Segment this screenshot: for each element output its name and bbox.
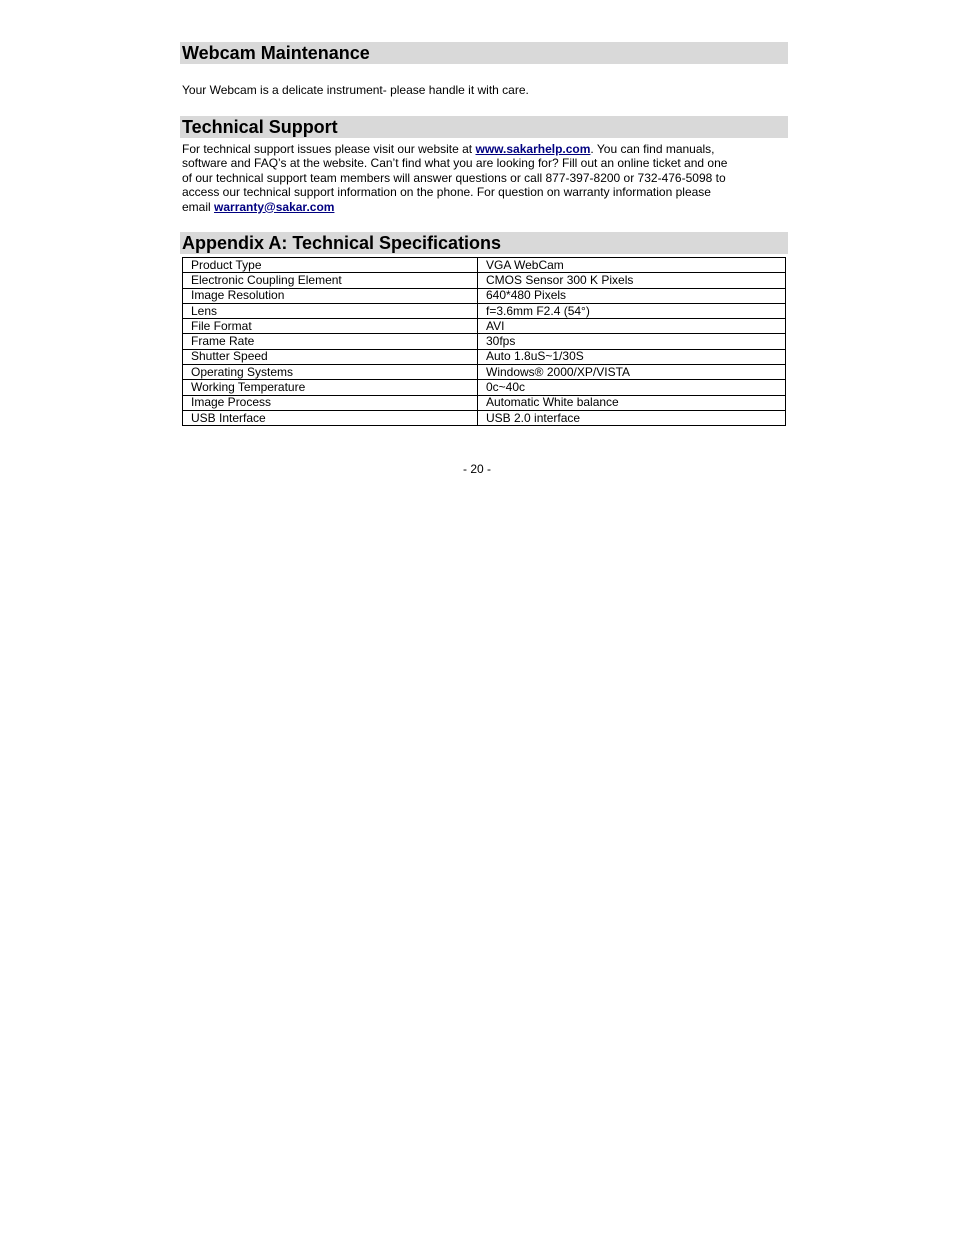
- appendix-heading: Appendix A: Technical Specifications: [180, 232, 788, 254]
- spec-value: 0c~40c: [478, 380, 786, 395]
- spec-label: Shutter Speed: [183, 349, 478, 364]
- warranty-email-link[interactable]: warranty@sakar.com: [214, 199, 335, 214]
- spec-value: 30fps: [478, 334, 786, 349]
- spec-row: [183, 273, 786, 288]
- spec-row: [183, 395, 786, 410]
- spec-label: Operating Systems: [183, 365, 478, 380]
- spec-value: f=3.6mm F2.4 (54°): [478, 303, 786, 318]
- spec-value: VGA WebCam: [478, 258, 786, 273]
- spec-row: [183, 365, 786, 380]
- spec-label: Image Resolution: [183, 288, 478, 303]
- spec-value: Auto 1.8uS~1/30S: [478, 349, 786, 364]
- sakarhelp-link[interactable]: www.sakarhelp.com: [475, 142, 591, 156]
- support-text-2: . You can find manuals, software and FAQ’s at the website. Can’t find what you are looking for? Fill out an online ticket and one of our technical support team members will answer questions or call 877-397-8200 or 732-476-5098 to access our technical support information on the phone. For question on warranty information please email: [182, 142, 728, 214]
- spec-row: [183, 334, 786, 349]
- spec-row: [183, 410, 786, 425]
- spec-row: [183, 303, 786, 318]
- spec-value: Automatic White balance: [478, 395, 786, 410]
- spec-row: [183, 258, 786, 273]
- support-text-1: For technical support issues please visit our website at: [182, 142, 476, 156]
- page-number: - 20 -: [462, 462, 491, 476]
- webcam-maintenance-heading: Webcam Maintenance: [180, 42, 788, 64]
- technical-support-heading: Technical Support: [180, 116, 788, 138]
- spec-label: Image Process: [183, 395, 478, 410]
- spec-label: Frame Rate: [183, 334, 478, 349]
- specifications-table: [182, 257, 786, 426]
- spec-value: USB 2.0 interface: [478, 410, 786, 425]
- spec-label: Electronic Coupling Element: [183, 273, 478, 288]
- support-paragraph: [182, 142, 730, 214]
- maintenance-paragraph: Your Webcam is a delicate instrument- please handle it with care.: [182, 83, 529, 97]
- spec-value: 640*480 Pixels: [478, 288, 786, 303]
- spec-value: Windows® 2000/XP/VISTA: [478, 365, 786, 380]
- spec-row: [183, 349, 786, 364]
- spec-row: [183, 380, 786, 395]
- spec-label: Working Temperature: [183, 380, 478, 395]
- spec-label: USB Interface: [183, 410, 478, 425]
- spec-label: Lens: [183, 303, 478, 318]
- spec-row: [183, 319, 786, 334]
- spec-value: AVI: [478, 319, 786, 334]
- spec-row: [183, 288, 786, 303]
- spec-value: CMOS Sensor 300 K Pixels: [478, 273, 786, 288]
- spec-label: File Format: [183, 319, 478, 334]
- spec-label: Product Type: [183, 258, 478, 273]
